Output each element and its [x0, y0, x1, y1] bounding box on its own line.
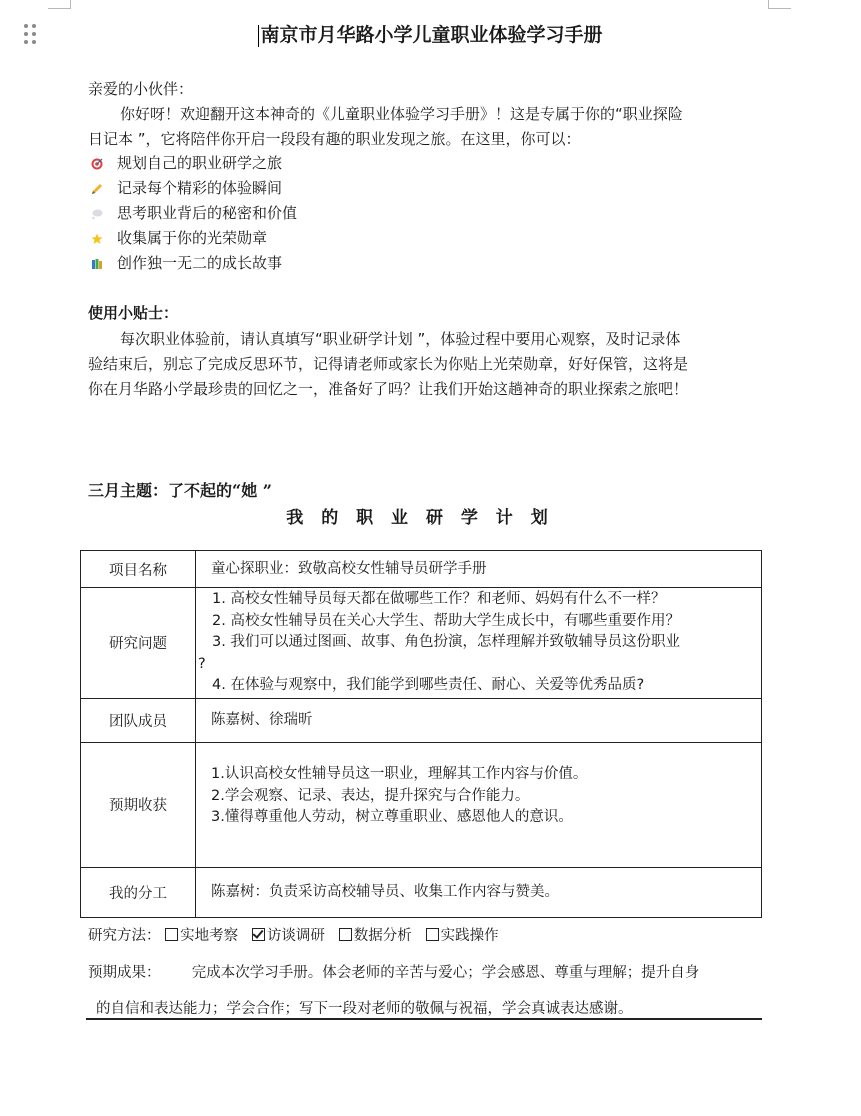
gain-item: 1.认识高校女性辅导员这一职业，理解其工作内容与价值。	[211, 766, 588, 783]
expected-gains-value[interactable]	[196, 742, 762, 867]
month-theme-heading: 三月主题：了不起的“她 ”	[88, 481, 272, 500]
table-row	[81, 551, 762, 588]
team-members-value[interactable]: 陈嘉树、徐瑞昕	[196, 698, 762, 742]
expected-results-line: 完成本次学习手册。体会老师的辛苦与爱心；学会感恩、尊重与理解；提升自身	[191, 965, 700, 981]
research-plan-table	[80, 550, 762, 918]
tips-line: 验结束后，别忘了完成反思环节，记得请老师或家长为你贴上光荣勋章，好好保管，这将是	[88, 355, 689, 373]
page-corner-mark	[768, 0, 791, 9]
method-option-interview[interactable]: 访谈调研	[252, 928, 325, 944]
star-icon	[91, 233, 103, 245]
method-option-field-visit[interactable]: 实地考察	[165, 928, 238, 944]
my-role-label: 我的分工	[81, 867, 196, 917]
greeting: 亲爱的小伙伴：	[88, 80, 194, 98]
research-questions-label: 研究问题	[81, 588, 196, 699]
list-item: 创作独一无二的成长故事	[88, 251, 282, 276]
tips-line: 每次职业体验前，请认真填写“职业研学计划 ”，体验过程中要用心观察，及时记录体	[120, 330, 681, 348]
team-members-label: 团队成员	[81, 698, 196, 742]
table-row	[81, 742, 762, 867]
list-item: 规划自己的职业研学之旅	[88, 151, 282, 176]
question-item: ?	[198, 655, 206, 672]
books-icon	[91, 258, 103, 270]
gain-item: 3.懂得尊重他人劳动，树立尊重职业、感恩他人的意识。	[211, 809, 573, 826]
question-item: 3. 我们可以通过图画、故事、角色扮演，怎样理解并致敬辅导员这份职业	[212, 634, 680, 650]
checkbox[interactable]	[165, 928, 178, 941]
project-name-value[interactable]: 童心探职业：致敬高校女性辅导员研学手册	[196, 551, 762, 588]
checkbox-checked[interactable]	[252, 928, 265, 941]
intro-paragraph-line: 日记本 ”，它将陪伴你开启一段段有趣的职业发现之旅。在这里，你可以：	[88, 130, 581, 148]
table-row	[81, 588, 762, 699]
research-methods	[88, 924, 499, 945]
expected-results-label: 预期成果：	[88, 965, 161, 981]
my-role-value[interactable]: 陈嘉树：负责采访高校辅导员、收集工作内容与赞美。	[196, 867, 762, 917]
expected-results	[88, 961, 699, 982]
target-icon	[91, 158, 103, 170]
gain-item: 2.学会观察、记录、表达，提升探究与合作能力。	[211, 787, 530, 804]
document-title: 南京市月华路小学儿童职业体验学习手册	[260, 24, 603, 46]
research-methods-label: 研究方法：	[88, 928, 161, 944]
checkbox[interactable]	[339, 928, 352, 941]
expected-results-line: 的自信和表达能力；学会合作；写下一段对老师的敬佩与祝福，学会真诚表达感谢。	[96, 1001, 633, 1017]
tips-heading: 使用小贴士：	[88, 304, 179, 322]
project-name-label: 项目名称	[81, 551, 196, 588]
expected-gains-label: 预期收获	[81, 742, 196, 867]
tips-line: 你在月华路小学最珍贵的回忆之一，准备好了吗？让我们开始这趟神奇的职业探索之旅吧！	[88, 380, 689, 398]
plan-title: 我 的 职 业 研 学 计 划	[286, 508, 554, 528]
table-row	[81, 867, 762, 917]
question-item: 1. 高校女性辅导员每天都在做哪些工作？和老师、妈妈有什么不一样？	[212, 591, 666, 607]
method-option-practice[interactable]: 实践操作	[426, 928, 499, 944]
list-item: 收集属于你的光荣勋章	[88, 226, 267, 251]
intro-paragraph-line: 你好呀！欢迎翻开这本神奇的《儿童职业体验学习手册》！这是专属于你的“职业探险	[120, 105, 683, 123]
table-row	[81, 698, 762, 742]
question-item: 2. 高校女性辅导员在关心大学生、帮助大学生成长中，有哪些重要作用？	[212, 612, 680, 629]
page-corner-mark	[48, 0, 71, 9]
thought-bubble-icon	[91, 208, 103, 220]
list-item: 思考职业背后的秘密和价值	[88, 201, 297, 226]
research-questions-value[interactable]	[196, 588, 762, 699]
underline-divider	[86, 1018, 762, 1020]
list-item: 记录每个精彩的体验瞬间	[88, 176, 282, 201]
checkbox[interactable]	[426, 928, 439, 941]
question-item: 4. 在体验与观察中，我们能学到哪些责任、耐心、关爱等优秀品质?	[212, 677, 645, 693]
method-option-data-analysis[interactable]: 数据分析	[339, 928, 412, 944]
pencil-icon	[91, 183, 103, 195]
